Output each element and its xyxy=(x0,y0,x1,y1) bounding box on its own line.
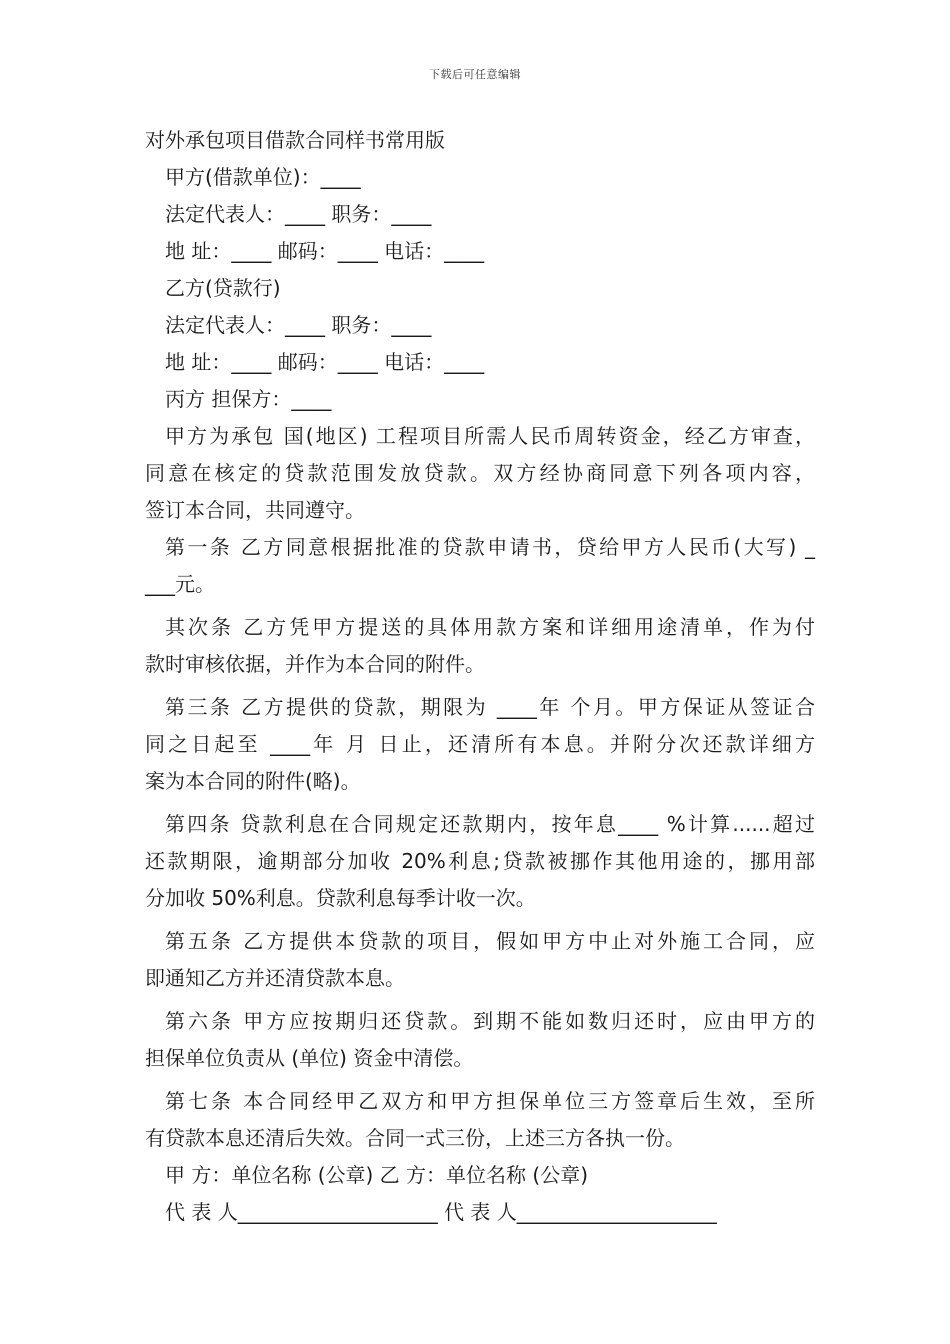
article-6-line: 担保单位负责从 (单位) 资金中清偿。 xyxy=(145,1046,474,1070)
article-3-line: 同之日起至 ____年 月 日止，还清所有本息。并附分次还款详细方 xyxy=(145,732,815,756)
article-5-line: 即通知乙方并还清贷款本息。 xyxy=(145,966,405,990)
signature-representatives-line: 代 表 人____________________ 代 表 人____________________ xyxy=(165,1200,717,1224)
article-3-line: 案为本合同的附件(略)。 xyxy=(145,769,361,793)
party-a-representative-line: 法定代表人：____ 职务：____ xyxy=(165,202,432,226)
article-6-line: 第六条 甲方应按期归还贷款。到期不能如数归还时，应由甲方的 xyxy=(165,1009,815,1033)
page-header: 下载后可任意编辑 xyxy=(429,68,521,81)
article-5-paragraph xyxy=(145,923,815,997)
party-c-guarantor-line: 丙方 担保方：____ xyxy=(165,387,332,411)
party-b-address-line: 地 址：____ 邮码：____ 电话：____ xyxy=(165,350,485,374)
article-7-paragraph xyxy=(145,1083,815,1157)
signature-parties-line: 甲 方：单位名称 (公章) 乙 方：单位名称 (公章) xyxy=(165,1163,588,1187)
article-3-line: 第三条 乙方提供的贷款，期限为 ____年 个月。甲方保证从签证合 xyxy=(165,695,815,719)
document-title: 对外承包项目借款合同样书常用版 xyxy=(145,128,445,152)
article-1-line: 第一条 乙方同意根据批准的贷款申请书，贷给甲方人民币(大写) _ xyxy=(165,535,815,559)
article-4-line: 分加收 50%利息。贷款利息每季计收一次。 xyxy=(145,886,536,910)
party-b-representative-line: 法定代表人：____ 职务：____ xyxy=(165,313,432,337)
article-3-paragraph xyxy=(145,689,815,800)
preamble-paragraph xyxy=(145,418,815,529)
contract-body xyxy=(145,122,815,1231)
preamble-line: 同意在核定的贷款范围发放贷款。双方经协商同意下列各项内容， xyxy=(145,461,815,485)
article-2-line: 款时审核依据，并作为本合同的附件。 xyxy=(145,652,485,676)
article-1-line: ___元。 xyxy=(145,572,215,596)
article-2-line: 其次条 乙方凭甲方提送的具体用款方案和详细用途清单，作为付 xyxy=(165,615,815,639)
article-1-paragraph xyxy=(145,529,815,603)
article-7-line: 有贷款本息还清后失效。合同一式三份，上述三方各执一份。 xyxy=(145,1126,685,1150)
party-a-address-line: 地 址：____ 邮码：____ 电话：____ xyxy=(165,239,485,263)
article-7-line: 第七条 本合同经甲乙双方和甲方担保单位三方签章后生效，至所 xyxy=(165,1089,815,1113)
article-5-line: 第五条 乙方提供本贷款的项目，假如甲方中止对外施工合同，应 xyxy=(165,929,815,953)
preamble-line: 甲方为承包 国(地区) 工程项目所需人民币周转资金，经乙方审查， xyxy=(165,424,815,448)
article-4-paragraph xyxy=(145,806,815,917)
party-a-name-line: 甲方(借款单位)：____ xyxy=(165,165,361,189)
article-2-paragraph xyxy=(145,609,815,683)
article-6-paragraph xyxy=(145,1003,815,1077)
article-4-line: 第四条 贷款利息在合同规定还款期内，按年息____ %计算......超过 xyxy=(165,812,815,836)
preamble-line: 签订本合同，共同遵守。 xyxy=(145,498,365,522)
article-4-line: 还款期限，逾期部分加收 20%利息;贷款被挪作其他用途的，挪用部 xyxy=(145,849,815,873)
party-b-name-line: 乙方(贷款行) xyxy=(165,276,281,300)
